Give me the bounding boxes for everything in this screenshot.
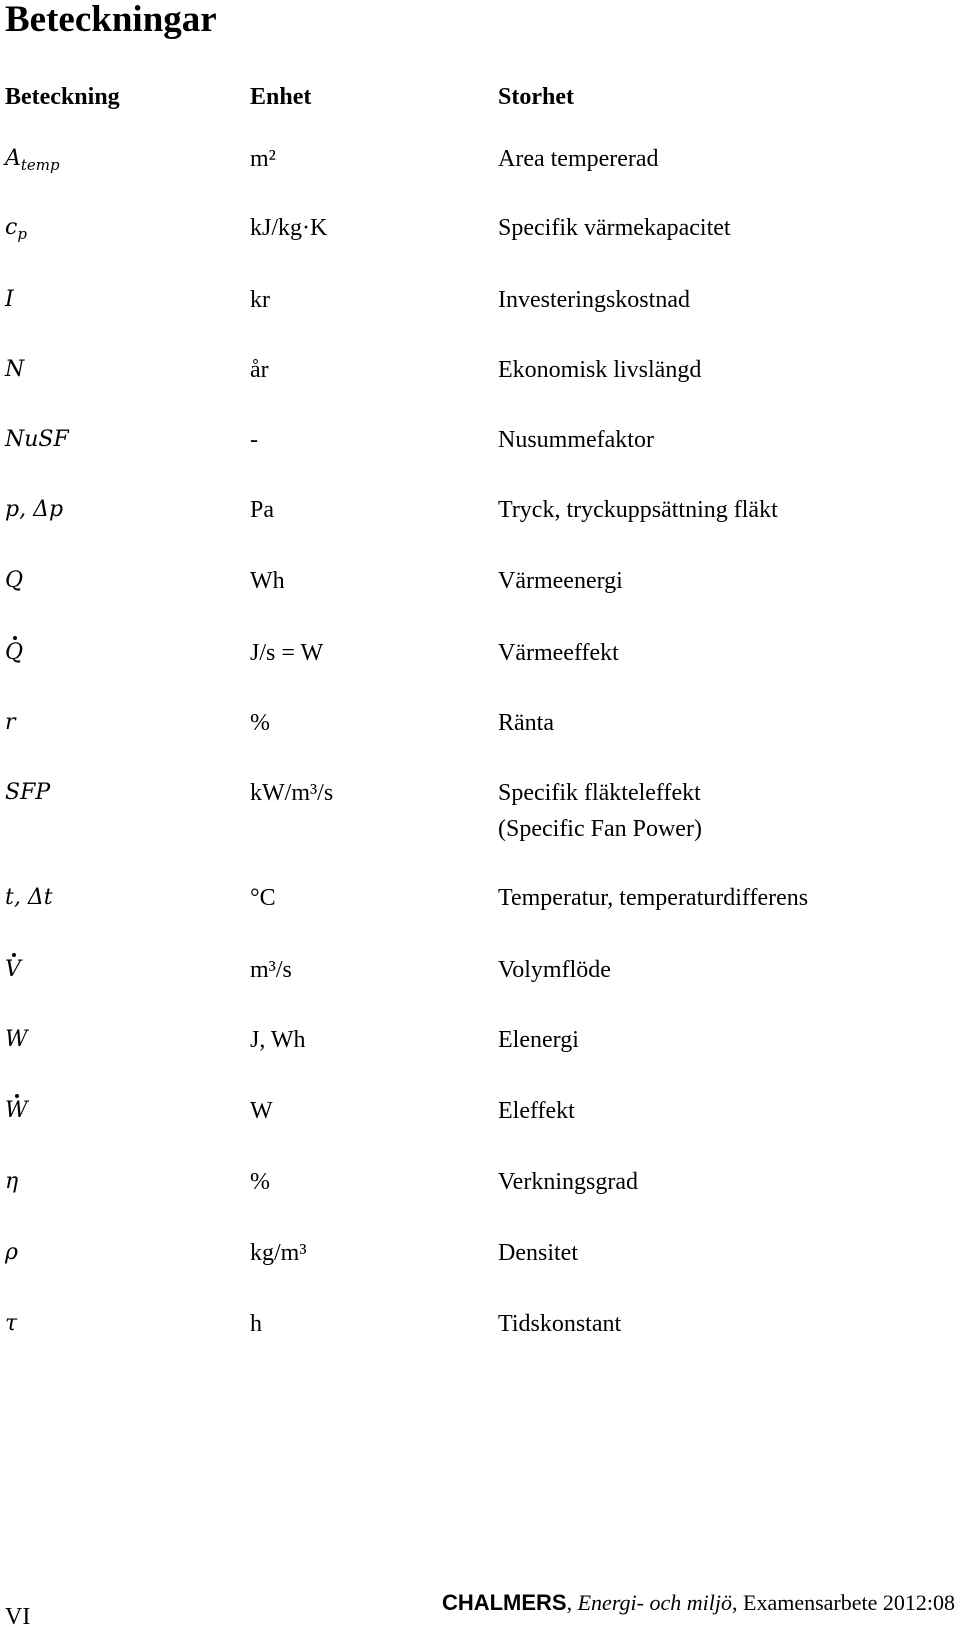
footer-separator: , [566, 1590, 578, 1615]
unit-cell: kW/m³/s [250, 780, 334, 806]
symbol-cell [5, 1093, 28, 1129]
symbol-cell [5, 775, 50, 811]
header-unit: Enhet [250, 84, 312, 110]
quantity-cell: Area tempererad [498, 146, 659, 172]
symbol-cell [5, 282, 14, 318]
footer-separator: , [732, 1590, 743, 1615]
quantity-cell: Nusummefaktor [498, 427, 654, 453]
quantity-cell: Elenergi [498, 1027, 579, 1053]
unit-cell: kJ/kg·K [250, 215, 328, 241]
footer-citation [442, 1590, 955, 1616]
symbol-cell [5, 492, 63, 528]
symbol-cell [5, 1022, 28, 1058]
header-quantity: Storhet [498, 84, 574, 110]
symbol-subscript: temp [20, 156, 60, 174]
symbol-cell [5, 1306, 17, 1342]
symbol-text: Q [5, 568, 24, 593]
symbol-cell [5, 141, 60, 183]
unit-cell: Wh [250, 568, 285, 594]
quantity-cell: Värmeenergi [498, 568, 623, 594]
symbol-text: W [5, 1027, 28, 1052]
quantity-cell: Specifik värmekapacitet [498, 215, 731, 241]
quantity-cell: Tidskonstant [498, 1311, 622, 1337]
symbol-text: η [5, 1169, 19, 1194]
unit-cell: W [250, 1098, 273, 1124]
unit-cell: m² [250, 146, 276, 172]
unit-cell: kg/m³ [250, 1240, 307, 1266]
unit-cell: år [250, 357, 269, 383]
quantity-cell: Densitet [498, 1240, 578, 1266]
symbol-cell [5, 1164, 18, 1200]
unit-cell: - [250, 427, 258, 453]
quantity-cell: Värmeeffekt [498, 640, 619, 666]
unit-cell: m³/s [250, 957, 292, 983]
symbol-text: SFP [5, 780, 51, 805]
symbol-text: W [5, 1093, 28, 1129]
symbol-text: A [5, 146, 21, 171]
symbol-cell [5, 880, 53, 916]
symbol-text: ρ [5, 1240, 18, 1265]
unit-cell: h [250, 1311, 262, 1337]
unit-cell: % [250, 710, 270, 736]
symbol-cell [5, 952, 21, 988]
quantity-cell: Volymflöde [498, 957, 611, 983]
quantity-cell: Eleffekt [498, 1098, 575, 1124]
symbol-cell [5, 563, 23, 599]
symbol-cell [5, 210, 27, 252]
quantity-cell: Temperatur, temperaturdifferens [498, 885, 809, 911]
quantity-cell: Specifik fläkteleffekt (Specific Fan Power) [498, 780, 702, 842]
footer-report: Examensarbete 2012:08 [743, 1590, 955, 1615]
symbol-text: V [5, 952, 21, 988]
symbol-text: NuSF [5, 427, 69, 452]
symbol-text: t, Δt [5, 885, 53, 910]
symbol-text: c [5, 215, 18, 240]
quantity-cell: Ränta [498, 710, 554, 736]
symbol-cell [5, 422, 69, 458]
footer-department: Energi- och miljö [577, 1590, 732, 1615]
page-title: Beteckningar [5, 0, 217, 40]
unit-cell: J, Wh [250, 1027, 306, 1053]
unit-cell: kr [250, 287, 270, 313]
symbol-text: Q [5, 635, 23, 671]
quantity-cell: Investeringskostnad [498, 287, 690, 313]
symbol-cell [5, 705, 16, 741]
symbol-cell [5, 1235, 18, 1271]
symbol-cell [5, 635, 23, 671]
quantity-cell: Verkningsgrad [498, 1169, 638, 1195]
quantity-cell: Ekonomisk livslängd [498, 357, 702, 383]
unit-cell: °C [250, 885, 276, 911]
unit-cell: J/s = W [250, 640, 324, 666]
symbol-text: τ [5, 1311, 18, 1336]
footer-brand: CHALMERS [441, 1590, 567, 1615]
symbol-subscript: p [17, 225, 27, 243]
quantity-cell: Tryck, tryckuppsättning fläkt [498, 497, 778, 523]
unit-cell: Pa [250, 497, 274, 523]
header-symbol: Beteckning [5, 84, 120, 110]
symbol-cell [5, 352, 24, 388]
symbol-text: N [5, 357, 25, 382]
symbol-text: r [5, 710, 16, 735]
symbol-text: p, Δp [5, 497, 64, 522]
unit-cell: % [250, 1169, 270, 1195]
page-number: VI [5, 1604, 31, 1630]
symbol-text: I [5, 287, 14, 312]
